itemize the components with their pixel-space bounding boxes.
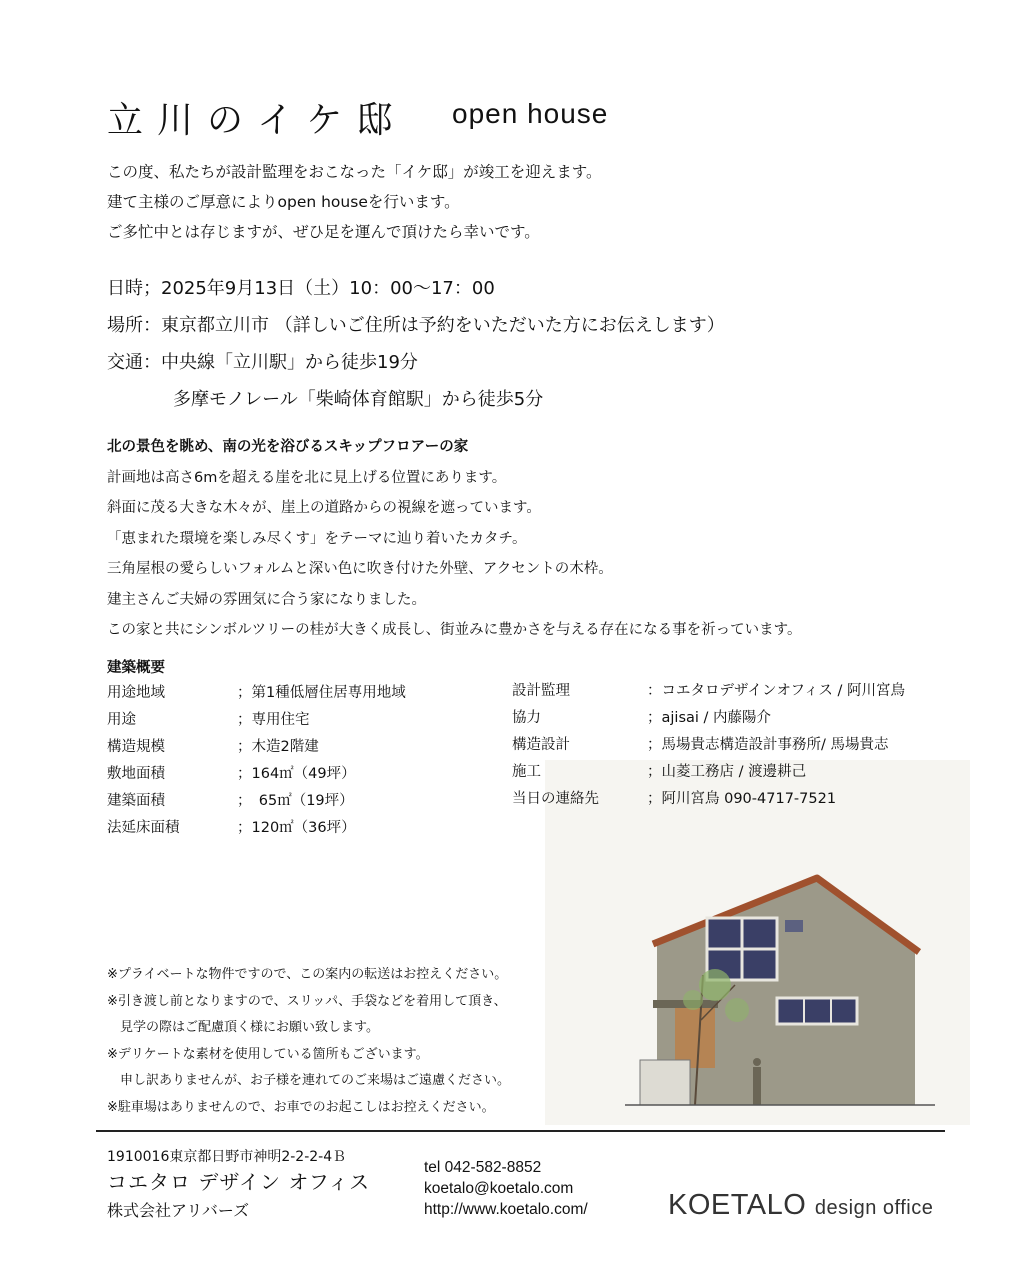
concept-line: 「恵まれた環境を楽しみ尽くす」をテーマに辿り着いたカタチ。 [107,530,527,547]
note-line: ※プライベートな物件ですので、この案内の転送はお控えください。 [107,967,508,982]
page-subtitle: open house [452,98,609,129]
spec-row [107,813,406,840]
footer-contact [424,1157,588,1220]
spec-heading: 建築概要 [107,660,165,676]
spec-key: 構造設計 [512,737,570,753]
spec-row [107,732,406,759]
note-line: 申し訳ありませんが、お子様を連れてのご来場はご遠慮ください。 [107,1073,511,1088]
footer-address: 1910016東京都日野市神明2-2-2-4Ｂ [107,1149,347,1165]
spec-row [512,703,905,730]
intro-line: この度、私たちが設計監理をおこなった「イケ邸」が竣工を迎えます。 [107,163,602,181]
spec-value: ；馬場貴志構造設計事務所/ 馬場貴志 [647,737,889,753]
note-line: ※デリケートな素材を使用している箇所もございます。 [107,1046,429,1062]
spec-key: 協力 [512,710,541,726]
concept-line: 三角屋根の愛らしいフォルムと深い色に吹き付けた外壁、アクセントの木枠。 [107,561,613,577]
event-access: 交通：中央線「立川駅」から徒歩19分 [107,352,418,373]
spec-key: 用途 [107,712,136,728]
spec-key: 用途地域 [107,685,165,701]
concept-heading: 北の景色を眺め、南の光を浴びるスキップフロアーの家 [107,439,469,455]
footer-divider [96,1130,945,1132]
brand-sub: design office [814,1197,934,1219]
footer-email[interactable]: koetalo@koetalo.com [424,1180,574,1197]
intro-line: ご多忙中とは存じますが、ぜひ足を運んで頂けたら幸いです。 [107,223,540,241]
event-place: 場所：東京都立川市 （詳しいご住所は予約をいただいた方にお伝えします） [107,315,725,336]
spec-value: ；第1種低層住居専用地域 [237,685,406,701]
intro-text [107,157,601,247]
spec-row [512,784,905,811]
spec-value: ；ajisai / 内藤陽介 [647,710,772,726]
footer-tel: tel 042-582-8852 [424,1159,542,1176]
spec-value: ；山菱工務店 / 渡邊耕己 [647,764,807,780]
event-date: 日時；2025年9月13日（土）10：00〜17：00 [107,278,495,299]
note-line: ※引き渡し前となりますので、スリッパ、手袋などを着用して頂き、 [107,993,507,1009]
spec-key: 設計監理 [512,683,570,699]
spec-value: ；120㎡（36坪） [237,820,356,836]
concept-line: 計画地は高さ6mを超える崖を北に見上げる位置にあります。 [107,469,507,486]
note-line: ※駐車場はありませんので、お車でのお起こしはお控えください。 [107,1099,495,1115]
concept-section [107,432,801,646]
intro-line: 建て主様のご厚意によりopen houseを行います。 [107,193,460,211]
spec-key: 敷地面積 [107,766,165,782]
house-sketch [545,760,970,1125]
footer-corporation: 株式会社アリバーズ [107,1201,250,1220]
note-line: 見学の際はご配慮頂く様にお願い致します。 [107,1020,379,1035]
brand-main: KOETALO [668,1189,807,1221]
spec-key: 建築面積 [107,793,165,809]
concept-line: この家と共にシンボルツリーの桂が大きく成長し、街並みに豊かさを与える存在になる事を祈っています。 [107,622,802,638]
spec-row [512,676,905,703]
spec-key: 当日の連絡先 [512,791,599,807]
concept-line: 斜面に茂る大きな木々が、崖上の道路からの視線を遮っています。 [107,500,541,516]
page-title: 立川のイケ邸 [107,100,407,141]
spec-row [107,759,406,786]
spec-value: ；専用住宅 [237,712,310,728]
spec-table-left [107,678,406,840]
spec-row [107,705,406,732]
spec-row [512,757,905,784]
spec-row [107,786,406,813]
notes-section [107,962,510,1121]
spec-value: ：コエタロデザインオフィス / 阿川宮鳥 [647,683,905,699]
spec-row [512,730,905,757]
concept-line: 建主さんご夫婦の雰囲気に合う家になりました。 [107,591,426,608]
event-info [107,270,725,418]
spec-value: ；阿川宮鳥 090-4717-7521 [647,791,837,807]
spec-value: ；164㎡（49坪） [237,766,356,782]
spec-value: ； 65㎡（19坪） [237,793,354,809]
footer-company: コエタロ デザイン オフィス [107,1170,371,1194]
spec-key: 施工 [512,764,541,780]
spec-table-right [512,676,905,811]
spec-key: 構造規模 [107,739,165,755]
spec-key: 法延床面積 [107,820,180,836]
brand-logo [668,1189,933,1222]
event-access-monorail: 多摩モノレール「柴崎体育館駅」から徒歩5分 [173,389,544,410]
spec-row [107,678,406,705]
spec-value: ；木造2階建 [237,739,319,755]
footer-url[interactable]: http://www.koetalo.com/ [424,1201,588,1218]
